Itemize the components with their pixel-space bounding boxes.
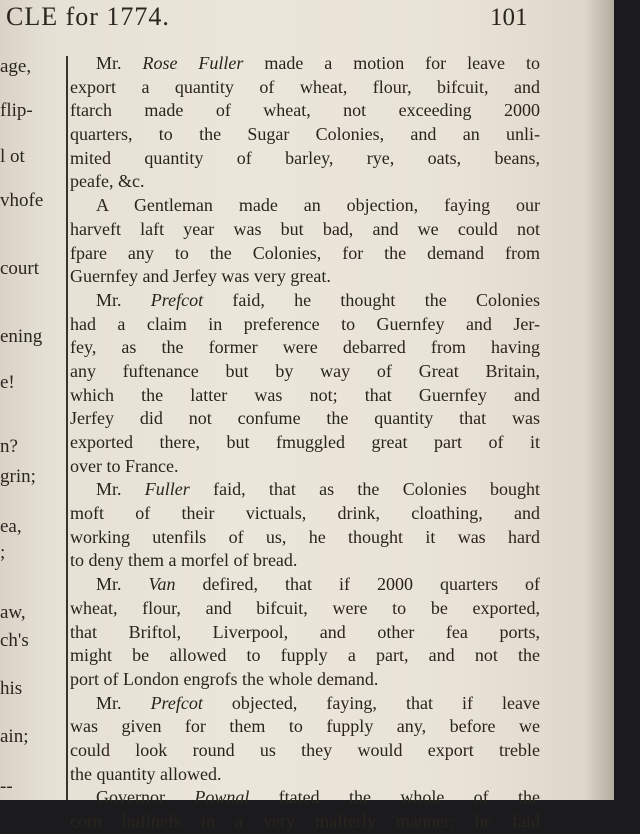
text-line	[70, 123, 540, 147]
text-line	[70, 407, 540, 431]
text-run: any fuftenance but by way of Great Britain,	[70, 360, 540, 381]
text-run: harveft laft year was but bad, and we could not	[70, 218, 540, 239]
paragraph	[70, 692, 540, 787]
left-column-fragment: his	[0, 678, 23, 699]
left-column-fragment: flip-	[0, 100, 33, 121]
text-run: Mr.	[96, 574, 149, 595]
text-run: quarters, to the Sugar Colonies, and an unli-	[70, 124, 540, 145]
text-run: the quantity allowed.	[70, 763, 222, 784]
left-column-fragment: --	[0, 776, 13, 797]
main-column-text	[70, 52, 540, 834]
text-line	[70, 549, 540, 573]
text-run: Guernfey and Jerfey was very great.	[70, 266, 331, 287]
italic-name: Prefcot	[150, 692, 203, 713]
text-line	[70, 360, 540, 384]
text-line	[70, 313, 540, 337]
text-line	[70, 384, 540, 408]
left-column-fragment: age,	[0, 56, 32, 77]
text-line	[70, 597, 540, 621]
text-run: A Gentleman made an objection, faying our	[96, 195, 540, 216]
text-run: which the latter was not; that Guernfey and	[70, 384, 540, 405]
text-line	[70, 692, 540, 716]
text-line	[70, 763, 540, 787]
running-title: CLE for 1774.	[6, 2, 170, 31]
left-column-fragment: court	[0, 258, 40, 279]
text-line	[70, 478, 540, 502]
text-run: faid, that as the Colonies bought	[189, 479, 540, 500]
text-run: faid, he thought the Colonies	[203, 289, 540, 310]
text-run: mited quantity of barley, rye, oats, beans,	[70, 147, 540, 168]
text-run: defired, that if 2000 quarters of	[175, 574, 540, 595]
text-line	[70, 455, 540, 479]
text-line	[70, 289, 540, 313]
text-run: was given for them to fupply any, before we	[70, 716, 540, 737]
text-line	[70, 242, 540, 266]
text-run: made a motion for leave to	[243, 53, 540, 73]
italic-name: Van	[148, 574, 176, 595]
text-line	[70, 194, 540, 218]
text-run: corn bufinefs in a very mafterly manner; he faid	[70, 811, 540, 831]
text-run: peafe, &c.	[70, 171, 145, 192]
text-run: Governor	[96, 787, 195, 808]
left-column-fragment: ch's	[0, 630, 29, 651]
text-run: Jerfey did not confume the quantity that was	[70, 408, 540, 429]
paragraph	[70, 52, 540, 194]
left-column-fragment: grin;	[0, 466, 36, 487]
text-line	[70, 336, 540, 360]
italic-name: Fuller	[144, 479, 190, 500]
text-run: wheat, flour, and bifcuit, were to be exported,	[70, 597, 540, 618]
left-column-fragment: ain;	[0, 726, 29, 747]
text-run: that Briftol, Liverpool, and other fea ports,	[70, 621, 540, 642]
italic-name: Rose Fuller	[142, 53, 244, 73]
paragraph	[70, 478, 540, 573]
paragraph	[70, 573, 540, 691]
page-edge-shadow	[584, 0, 614, 800]
text-run: over to France.	[70, 455, 179, 476]
text-run: had a claim in preference to Guernfey and Jer-	[70, 313, 540, 334]
text-run: Mr.	[96, 692, 151, 713]
text-line	[70, 526, 540, 550]
text-run: Mr.	[96, 53, 143, 73]
text-line	[70, 147, 540, 171]
text-run: fpare any to the Colonies, for the demand from	[70, 242, 540, 263]
text-run: exported there, but fmuggled great part of it	[70, 432, 540, 452]
left-column-fragment: e!	[0, 372, 15, 393]
text-run: fey, as the former were debarred from having	[70, 337, 540, 358]
text-run: could look round us they would export treble	[70, 739, 540, 760]
text-line	[70, 739, 540, 763]
paragraph	[70, 786, 540, 833]
text-run: export a quantity of wheat, flour, bifcuit, and	[70, 76, 540, 97]
text-line	[70, 573, 540, 597]
left-column-fragment: n?	[0, 436, 18, 457]
paragraph	[70, 289, 540, 479]
text-line	[70, 431, 540, 455]
text-line	[70, 502, 540, 526]
text-line	[70, 52, 540, 76]
text-line	[70, 99, 540, 123]
text-line	[70, 170, 540, 194]
text-line	[70, 810, 540, 834]
text-line	[70, 218, 540, 242]
italic-name: Pownal	[194, 787, 250, 808]
text-line	[70, 668, 540, 692]
left-column-fragment: ea,	[0, 516, 22, 537]
page-number: 101	[490, 4, 528, 31]
text-run: port of London engrofs the whole demand.	[70, 668, 379, 689]
text-run: might be allowed to fupply a part, and not the	[70, 645, 540, 666]
text-run: working utenfils of us, he thought it was hard	[70, 526, 540, 547]
left-column-fragment: l ot	[0, 146, 25, 167]
left-column-fragment: vhofe	[0, 190, 44, 211]
text-run: ftarch made of wheat, not exceeding 2000	[70, 100, 540, 121]
text-line	[70, 786, 540, 810]
paragraph	[70, 194, 540, 289]
left-column-fragment: ;	[0, 542, 6, 563]
text-line	[70, 76, 540, 100]
left-column-fragment: aw,	[0, 602, 26, 623]
text-line	[70, 621, 540, 645]
text-line	[70, 715, 540, 739]
text-run: Mr.	[96, 479, 145, 500]
text-run: Mr.	[96, 289, 151, 310]
text-line	[70, 644, 540, 668]
text-run: moft of their victuals, drink, cloathing, and	[70, 503, 540, 524]
italic-name: Prefcot	[150, 289, 204, 310]
text-line	[70, 265, 540, 289]
text-run: objected, faying, that if leave	[202, 692, 540, 713]
left-column-fragment: ening	[0, 326, 43, 347]
text-run: ftated the whole of the	[249, 787, 540, 808]
text-run: to deny them a morfel of bread.	[70, 550, 298, 571]
column-rule	[66, 56, 68, 800]
